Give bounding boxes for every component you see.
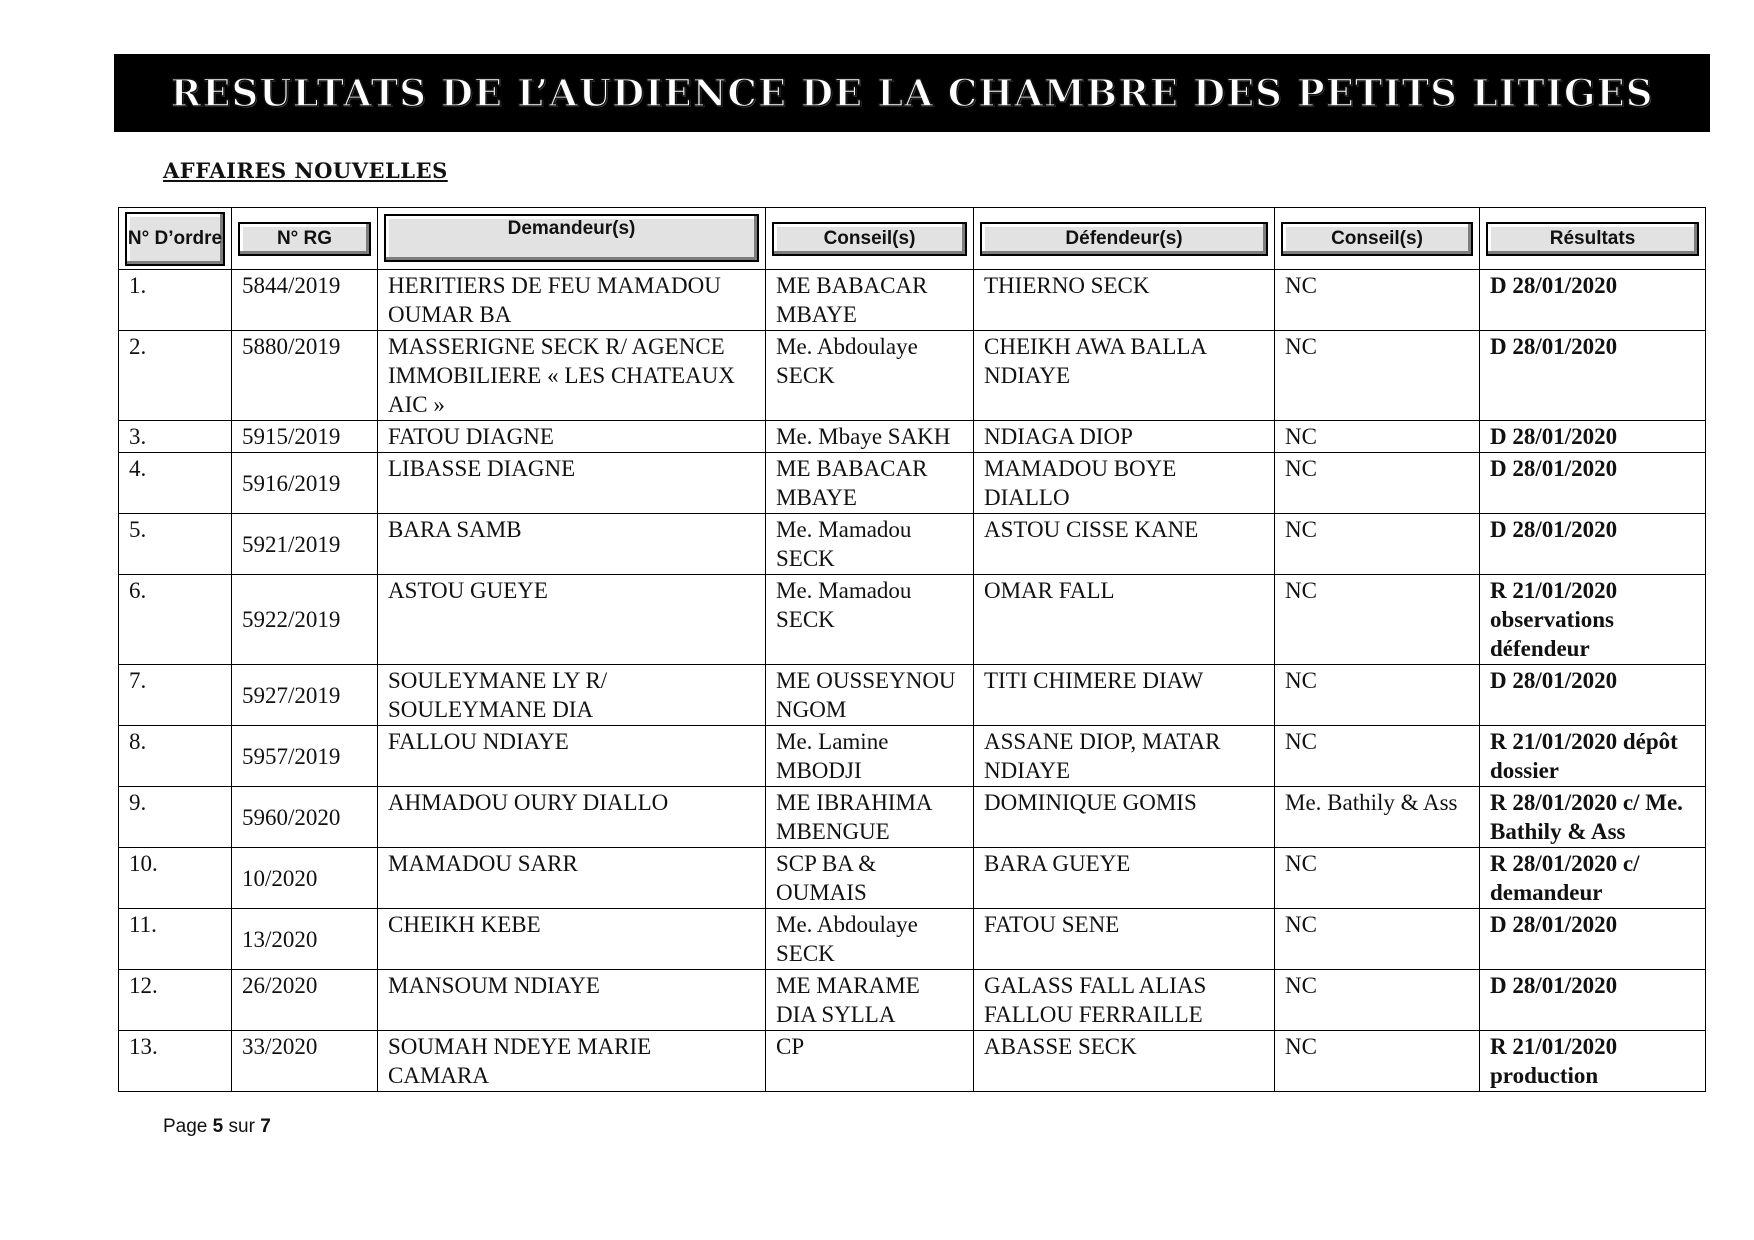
cell-ordre: 5. bbox=[119, 514, 232, 575]
cell-conseil: Me. Mbaye SAKH bbox=[766, 421, 974, 453]
cell-resultat: D 28/01/2020 bbox=[1480, 514, 1706, 575]
cell-conseil-def: NC bbox=[1275, 270, 1480, 331]
footer-of-label: sur bbox=[228, 1116, 255, 1137]
cell-demandeur: MASSERIGNE SECK R/ AGENCE IMMOBILIERE « LES CHATEAUX AIC » bbox=[378, 331, 766, 421]
table-row bbox=[119, 970, 1706, 1031]
header-conseil bbox=[766, 208, 974, 270]
cell-rg: 5927/2019 bbox=[232, 665, 378, 726]
header-resultats bbox=[1480, 208, 1706, 270]
cell-conseil: Me. Abdoulaye SECK bbox=[766, 331, 974, 421]
cell-conseil-def: NC bbox=[1275, 726, 1480, 787]
cell-defendeur: MAMADOU BOYE DIALLO bbox=[974, 453, 1275, 514]
header-rg-label: N° RG bbox=[238, 222, 371, 256]
cell-demandeur: SOULEYMANE LY R/ SOULEYMANE DIA bbox=[378, 665, 766, 726]
cell-defendeur: GALASS FALL ALIAS FALLOU FERRAILLE bbox=[974, 970, 1275, 1031]
cell-defendeur: NDIAGA DIOP bbox=[974, 421, 1275, 453]
cell-conseil-def: NC bbox=[1275, 1031, 1480, 1092]
table-row bbox=[119, 665, 1706, 726]
table-body bbox=[119, 270, 1706, 1092]
cell-ordre: 3. bbox=[119, 421, 232, 453]
cell-demandeur: MANSOUM NDIAYE bbox=[378, 970, 766, 1031]
cell-rg: 5957/2019 bbox=[232, 726, 378, 787]
header-defendeur bbox=[974, 208, 1275, 270]
cell-ordre: 11. bbox=[119, 909, 232, 970]
cell-resultat: D 28/01/2020 bbox=[1480, 970, 1706, 1031]
header-resultats-label: Résultats bbox=[1486, 222, 1699, 256]
cell-rg: 26/2020 bbox=[232, 970, 378, 1031]
header-ordre-label: N° D’ordre bbox=[125, 212, 225, 266]
header-ordre bbox=[119, 208, 232, 270]
cell-demandeur: SOUMAH NDEYE MARIE CAMARA bbox=[378, 1031, 766, 1092]
footer-page-label: Page bbox=[163, 1116, 208, 1137]
cell-rg: 5844/2019 bbox=[232, 270, 378, 331]
table-row bbox=[119, 270, 1706, 331]
cell-demandeur: LIBASSE DIAGNE bbox=[378, 453, 766, 514]
title-banner bbox=[114, 54, 1710, 132]
cell-conseil: ME BABACAR MBAYE bbox=[766, 453, 974, 514]
cell-rg: 5960/2020 bbox=[232, 787, 378, 848]
header-conseil-def-label: Conseil(s) bbox=[1281, 222, 1473, 256]
cell-conseil-def: NC bbox=[1275, 514, 1480, 575]
cell-defendeur: DOMINIQUE GOMIS bbox=[974, 787, 1275, 848]
cell-resultat: D 28/01/2020 bbox=[1480, 909, 1706, 970]
cell-demandeur: FALLOU NDIAYE bbox=[378, 726, 766, 787]
header-demandeur bbox=[378, 208, 766, 270]
cell-ordre: 8. bbox=[119, 726, 232, 787]
table-row bbox=[119, 1031, 1706, 1092]
cell-resultat: D 28/01/2020 bbox=[1480, 331, 1706, 421]
header-conseil-label: Conseil(s) bbox=[772, 222, 967, 256]
header-defendeur-label: Défendeur(s) bbox=[980, 222, 1268, 256]
cell-conseil-def: NC bbox=[1275, 970, 1480, 1031]
cell-rg: 33/2020 bbox=[232, 1031, 378, 1092]
cell-demandeur: FATOU DIAGNE bbox=[378, 421, 766, 453]
cell-demandeur: AHMADOU OURY DIALLO bbox=[378, 787, 766, 848]
cell-resultat: R 21/01/2020 observations défendeur bbox=[1480, 575, 1706, 665]
cell-ordre: 4. bbox=[119, 453, 232, 514]
cell-ordre: 2. bbox=[119, 331, 232, 421]
cell-defendeur: THIERNO SECK bbox=[974, 270, 1275, 331]
table-row bbox=[119, 848, 1706, 909]
cell-demandeur: ASTOU GUEYE bbox=[378, 575, 766, 665]
cell-demandeur: CHEIKH KEBE bbox=[378, 909, 766, 970]
cell-conseil-def: Me. Bathily & Ass bbox=[1275, 787, 1480, 848]
cell-ordre: 6. bbox=[119, 575, 232, 665]
header-demandeur-label: Demandeur(s) bbox=[384, 214, 759, 262]
table-header-row bbox=[119, 208, 1706, 270]
table-row bbox=[119, 331, 1706, 421]
cell-conseil-def: NC bbox=[1275, 848, 1480, 909]
header-rg bbox=[232, 208, 378, 270]
table-row bbox=[119, 453, 1706, 514]
cell-rg: 5922/2019 bbox=[232, 575, 378, 665]
table-row bbox=[119, 787, 1706, 848]
section-heading: AFFAIRES NOUVELLES bbox=[163, 158, 448, 183]
cell-resultat: D 28/01/2020 bbox=[1480, 270, 1706, 331]
cell-defendeur: OMAR FALL bbox=[974, 575, 1275, 665]
cell-ordre: 12. bbox=[119, 970, 232, 1031]
cell-defendeur: ASSANE DIOP, MATAR NDIAYE bbox=[974, 726, 1275, 787]
cell-demandeur: MAMADOU SARR bbox=[378, 848, 766, 909]
cell-ordre: 10. bbox=[119, 848, 232, 909]
cell-conseil-def: NC bbox=[1275, 909, 1480, 970]
cell-demandeur: HERITIERS DE FEU MAMADOU OUMAR BA bbox=[378, 270, 766, 331]
cell-resultat: D 28/01/2020 bbox=[1480, 421, 1706, 453]
page-footer bbox=[163, 1116, 271, 1138]
cell-conseil: ME MARAME DIA SYLLA bbox=[766, 970, 974, 1031]
cell-defendeur: BARA GUEYE bbox=[974, 848, 1275, 909]
cell-resultat: R 21/01/2020 dépôt dossier bbox=[1480, 726, 1706, 787]
cell-rg: 5915/2019 bbox=[232, 421, 378, 453]
cell-conseil: ME BABACAR MBAYE bbox=[766, 270, 974, 331]
cell-rg: 5880/2019 bbox=[232, 331, 378, 421]
table-row bbox=[119, 575, 1706, 665]
table-row bbox=[119, 421, 1706, 453]
cell-conseil-def: NC bbox=[1275, 575, 1480, 665]
cell-rg: 10/2020 bbox=[232, 848, 378, 909]
cell-resultat: D 28/01/2020 bbox=[1480, 665, 1706, 726]
header-conseil-def bbox=[1275, 208, 1480, 270]
cell-resultat: R 28/01/2020 c/ demandeur bbox=[1480, 848, 1706, 909]
cell-defendeur: FATOU SENE bbox=[974, 909, 1275, 970]
table-row bbox=[119, 909, 1706, 970]
cell-defendeur: CHEIKH AWA BALLA NDIAYE bbox=[974, 331, 1275, 421]
cell-resultat: R 21/01/2020 production bbox=[1480, 1031, 1706, 1092]
cell-resultat: D 28/01/2020 bbox=[1480, 453, 1706, 514]
cell-defendeur: ASTOU CISSE KANE bbox=[974, 514, 1275, 575]
cell-defendeur: TITI CHIMERE DIAW bbox=[974, 665, 1275, 726]
cell-conseil: Me. Lamine MBODJI bbox=[766, 726, 974, 787]
results-table bbox=[118, 207, 1706, 1092]
cell-conseil-def: NC bbox=[1275, 421, 1480, 453]
table-row bbox=[119, 726, 1706, 787]
cell-ordre: 1. bbox=[119, 270, 232, 331]
cell-conseil: Me. Mamadou SECK bbox=[766, 514, 974, 575]
cell-demandeur: BARA SAMB bbox=[378, 514, 766, 575]
cell-rg: 5916/2019 bbox=[232, 453, 378, 514]
cell-conseil: SCP BA & OUMAIS bbox=[766, 848, 974, 909]
cell-rg: 13/2020 bbox=[232, 909, 378, 970]
cell-conseil: Me. Mamadou SECK bbox=[766, 575, 974, 665]
cell-conseil-def: NC bbox=[1275, 665, 1480, 726]
cell-conseil: ME OUSSEYNOU NGOM bbox=[766, 665, 974, 726]
page-title: RESULTATS DE L’AUDIENCE DE LA CHAMBRE DES PETITS LITIGES bbox=[170, 71, 1654, 115]
footer-page-total: 7 bbox=[260, 1116, 271, 1137]
footer-page-number: 5 bbox=[212, 1116, 224, 1137]
cell-defendeur: ABASSE SECK bbox=[974, 1031, 1275, 1092]
cell-conseil: CP bbox=[766, 1031, 974, 1092]
cell-conseil: ME IBRAHIMA MBENGUE bbox=[766, 787, 974, 848]
cell-conseil: Me. Abdoulaye SECK bbox=[766, 909, 974, 970]
cell-ordre: 7. bbox=[119, 665, 232, 726]
cell-ordre: 9. bbox=[119, 787, 232, 848]
cell-conseil-def: NC bbox=[1275, 453, 1480, 514]
cell-resultat: R 28/01/2020 c/ Me. Bathily & Ass bbox=[1480, 787, 1706, 848]
table-row bbox=[119, 514, 1706, 575]
cell-ordre: 13. bbox=[119, 1031, 232, 1092]
cell-rg: 5921/2019 bbox=[232, 514, 378, 575]
cell-conseil-def: NC bbox=[1275, 331, 1480, 421]
